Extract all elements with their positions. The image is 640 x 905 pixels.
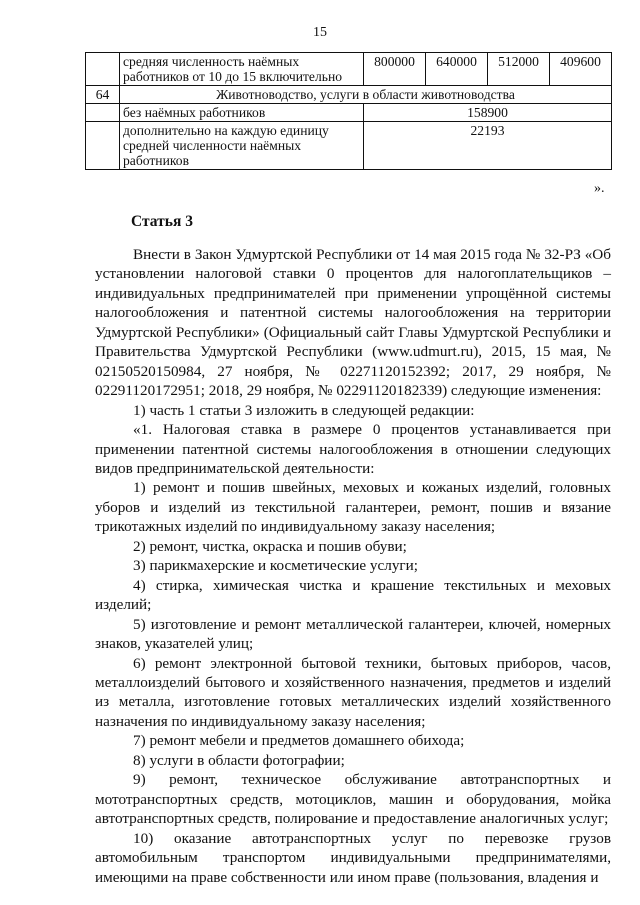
paragraph: Внести в Закон Удмуртской Республики от 14 мая 2015 года № 32-РЗ «Об установлении налоговой ставки 0 процентов для налогоплательщиков – индивидуальных предпринимателей при применении упрощённой системы налогообложения и патентной системы налогообложения на территории Удмуртской Республики» (Официальный сайт Главы Удмуртской Республики и Правительства Удмуртской Республики (www.udmurt.ru), 2015, 15 мая, № 02150520150984, 27 ноября, № 02271120152392; 2017, 29 ноября, № 02291120172951; 2018, 29 ноября, № 02291120182339) следующие изменения: [95, 246, 611, 400]
value-cell: 409600 [550, 53, 612, 86]
table-row [86, 53, 612, 86]
paragraph: 8) услуги в области фотографии; [133, 751, 345, 769]
value-cell: 158900 [364, 104, 612, 122]
article-body [95, 245, 611, 887]
section-title-cell: Животноводство, услуги в области животноводства [120, 86, 612, 104]
paragraph: 1) часть 1 статьи 3 изложить в следующей редакции: [133, 401, 475, 419]
row-number-cell: 64 [86, 86, 120, 104]
paragraph: 3) парикмахерские и косметические услуги; [133, 557, 418, 575]
row-number-cell [86, 122, 120, 170]
value-cell: 22193 [364, 122, 612, 170]
table-row [86, 86, 612, 104]
row-number-cell [86, 53, 120, 86]
value-cell: 512000 [488, 53, 550, 86]
article-title: Статья 3 [131, 213, 193, 230]
paragraph: «1. Налоговая ставка в размере 0 процентов устанавливается при применении патентной системы налогообложения в отношении следующих видов предпринимательской деятельности: [95, 421, 611, 477]
table-row [86, 122, 612, 170]
row-label-cell: средняя численность наёмных работников от 10 до 15 включительно [120, 53, 364, 86]
tax-rate-table [85, 52, 612, 170]
paragraph: 5) изготовление и ремонт металлической галантереи, ключей, номерных знаков, указателей улиц; [95, 615, 611, 653]
paragraph: 9) ремонт, техническое обслуживание автотранспортных и мототранспортных средств, мотоциклов, машин и оборудования, мойка автотранспортных средств, полирование и предоставление аналогичных услуг; [95, 771, 611, 828]
paragraph: 2) ремонт, чистка, окраска и пошив обуви; [133, 537, 407, 555]
row-label-cell: без наёмных работников [120, 104, 364, 122]
page-number: 15 [313, 25, 327, 40]
closing-quote: ». [594, 181, 605, 196]
row-number-cell [86, 104, 120, 122]
row-label-cell: дополнительно на каждую единицу средней численности наёмных работников [120, 122, 364, 170]
value-cell: 640000 [426, 53, 488, 86]
table-row [86, 104, 612, 122]
paragraph: 7) ремонт мебели и предметов домашнего обихода; [133, 732, 465, 750]
paragraph: 10) оказание автотранспортных услуг по перевозке грузов автомобильным транспортом индивидуальными предпринимателями, имеющими на праве собственности или ином праве (пользования, владения и [95, 829, 611, 886]
paragraph: 1) ремонт и пошив швейных, меховых и кожаных изделий, головных уборов и изделий из текстильной галантереи, ремонт, пошив и вязание трикотажных изделий по индивидуальному заказу населения; [95, 479, 611, 536]
paragraph: 6) ремонт электронной бытовой техники, бытовых приборов, часов, металлоизделий бытового и хозяйственного назначения, предметов и изделий из металла, изготовление готовых металлических изделий хозяйственного назначения по индивидуальному заказу населения; [95, 654, 611, 730]
paragraph: 4) стирка, химическая чистка и крашение текстильных и меховых изделий; [95, 576, 611, 614]
value-cell: 800000 [364, 53, 426, 86]
